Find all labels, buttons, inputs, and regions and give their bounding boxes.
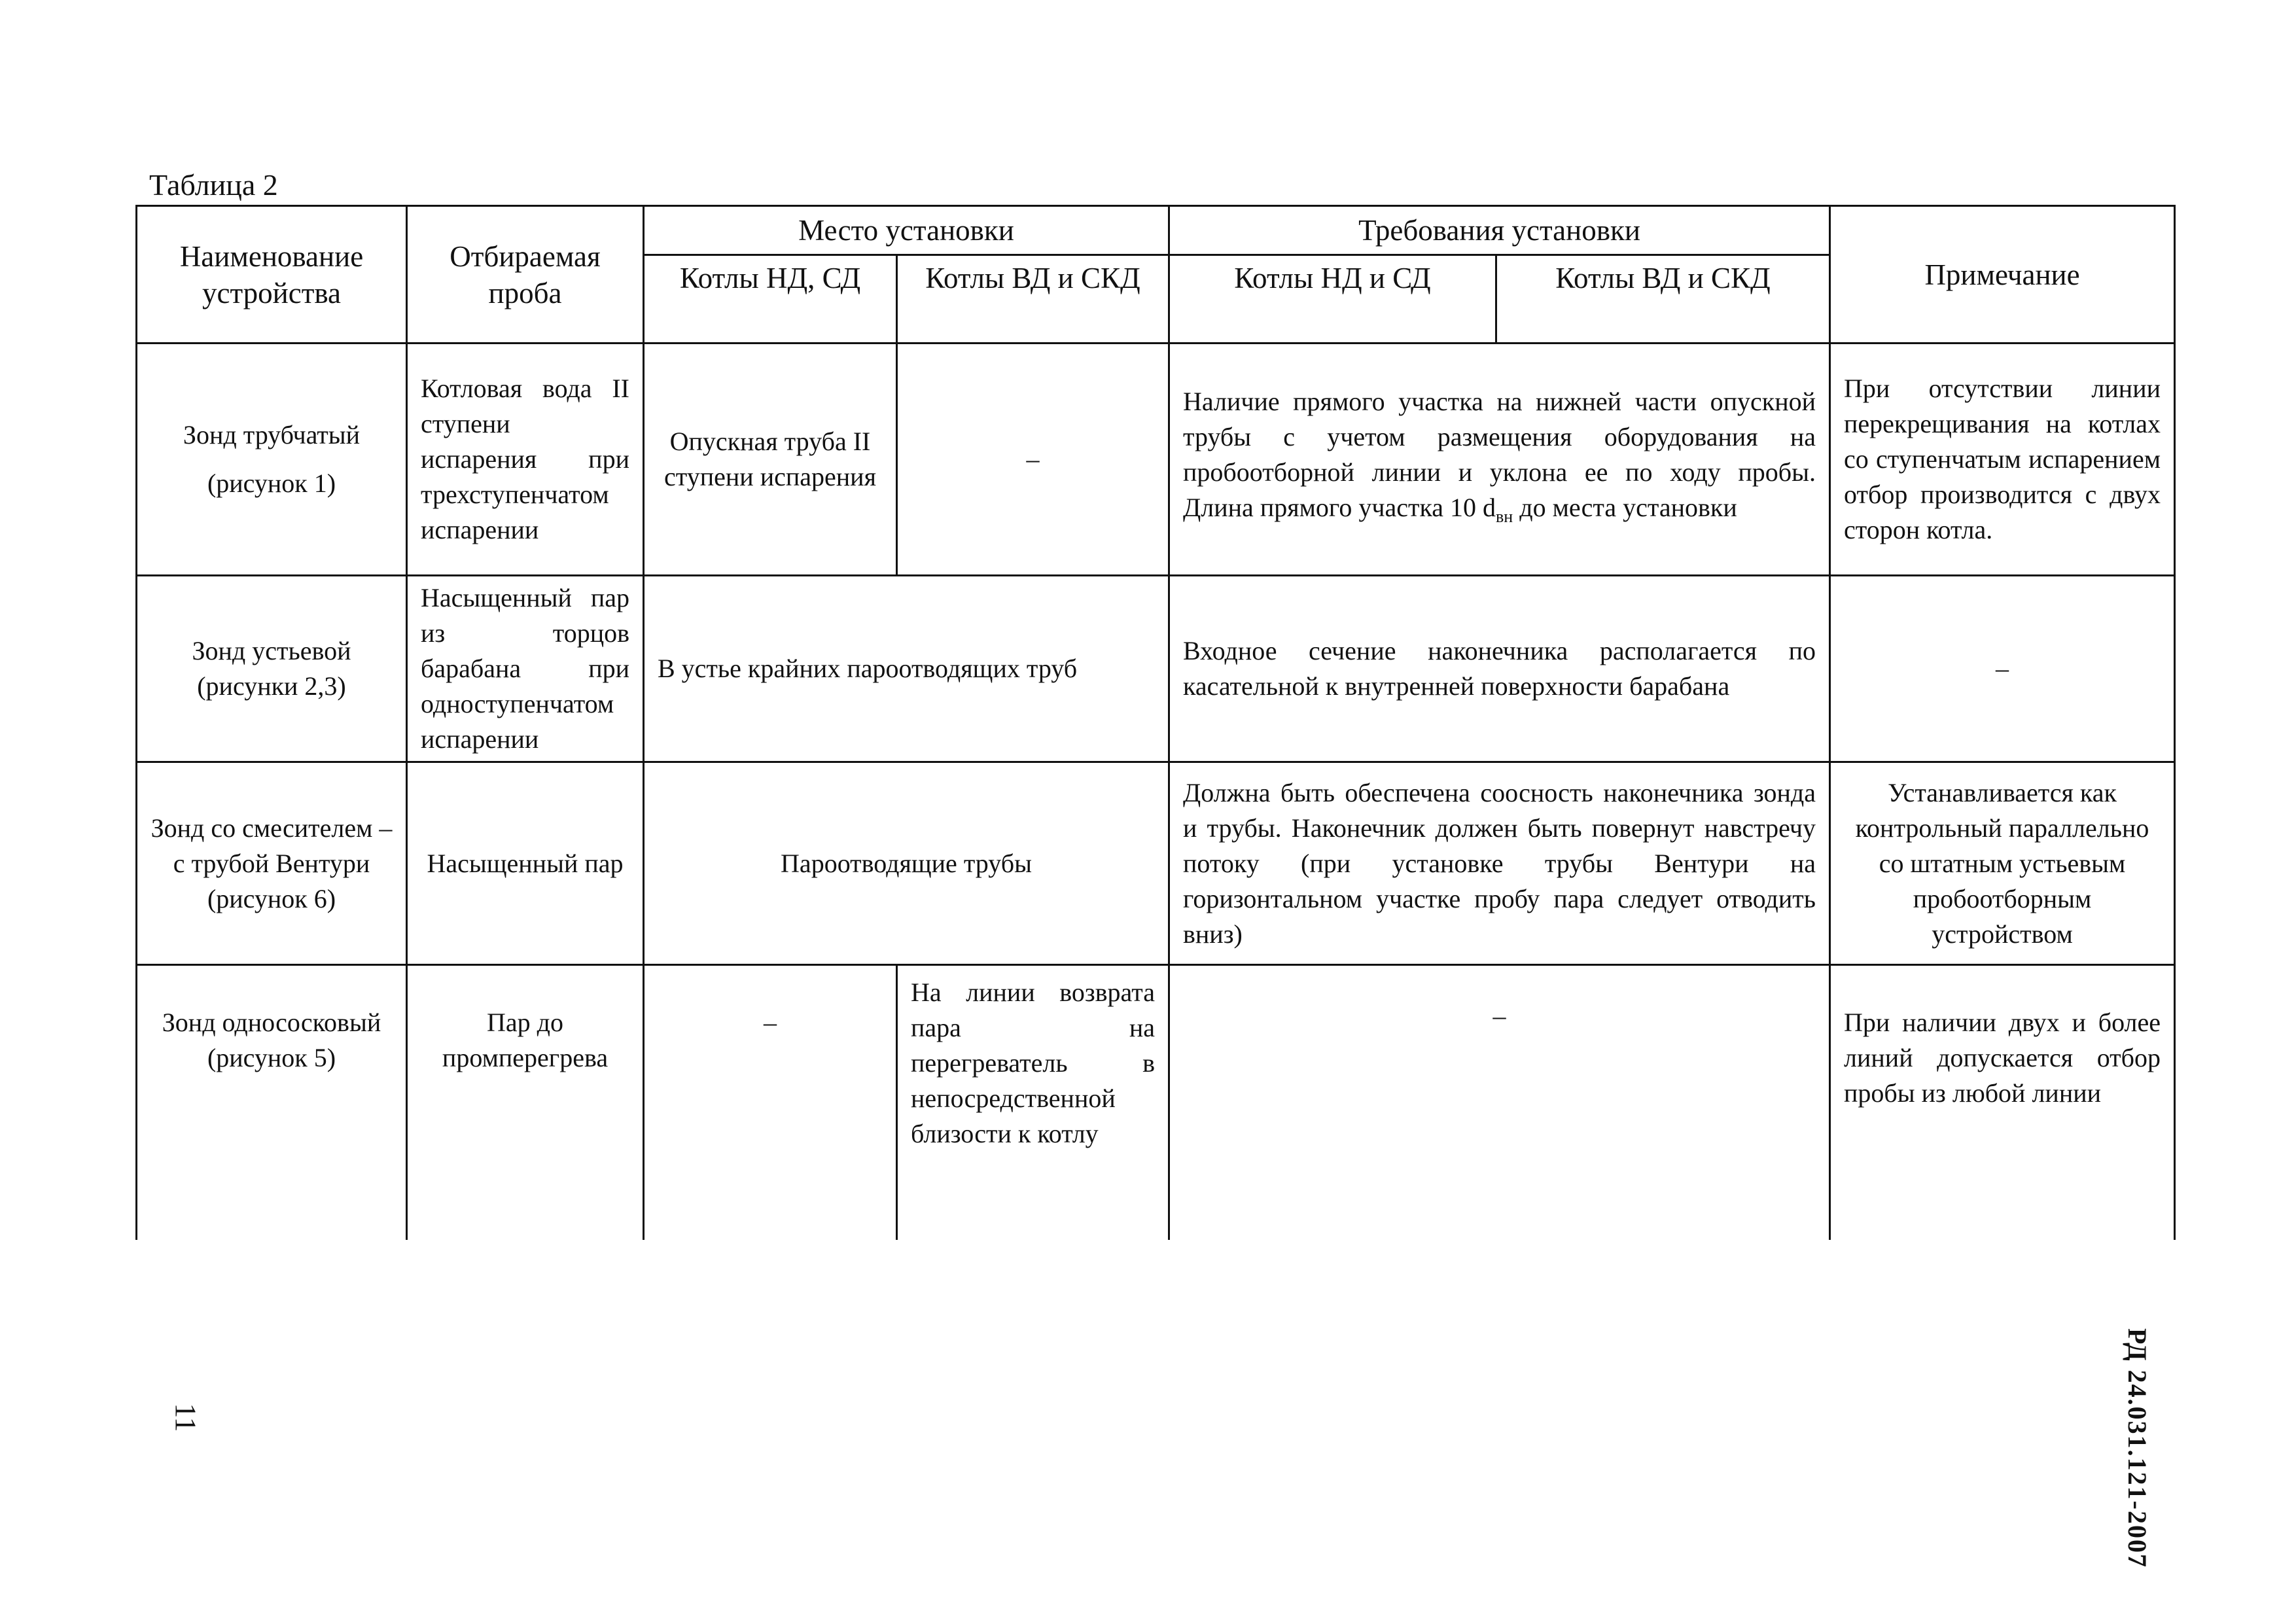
device-name: Зонд однососковый [162,1008,381,1037]
header-row-1 [137,206,2175,255]
subheader-req-vd-skd: Котлы ВД и СКД [1496,255,1830,344]
place-vd-cell: – [897,344,1169,576]
header-note: Примечание [1830,206,2175,344]
header-device-name: Наименование устройства [137,206,407,344]
page-number: 11 [169,1403,203,1432]
table-row [137,344,2175,576]
note-cell: При наличии двух и более линий допускается отбор пробы из любой линии [1830,965,2175,1240]
device-cell [137,576,407,762]
note-cell: Устанавливается как контрольный параллельно со штатным устьевым пробоотборным устройством [1830,762,2175,965]
requirements-cell: – [1169,965,1830,1240]
note-cell: – [1830,576,2175,762]
sample-cell: Насыщенный пар из торцов барабана при одноступенчатом испарении [407,576,644,762]
requirements-cell: Входное сечение наконечника располагается по касательной к внутренней поверхности барабана [1169,576,1830,762]
device-cell [137,965,407,1240]
subheader-req-nd-sd: Котлы НД и СД [1169,255,1496,344]
requirements-cell [1169,344,1830,576]
table-row [137,965,2175,1240]
place-nd-sd-cell: – [644,965,897,1240]
requirements-subscript: вн [1496,507,1513,526]
device-figure: (рисунок 6) [207,883,336,913]
sample-cell: Насыщенный пар [407,762,644,965]
document-id: РД 24.031.121-2007 [2123,1328,2152,1568]
device-figure: (рисунок 5) [207,1043,336,1072]
note-cell: При отсутствии линии перекрещивания на котлах со ступенчатым испарением отбор производится с двух сторон котла. [1830,344,2175,576]
place-nd-sd-cell: Опускная труба II ступени испарения [644,344,897,576]
device-name: Зонд устьевой [192,636,351,665]
subheader-place-vd: Котлы ВД и СКД [897,255,1169,344]
subheader-place-nd-sd: Котлы НД, СД [644,255,897,344]
place-cell: В устье крайних пароотводящих труб [644,576,1169,762]
header-install-place: Место установки [644,206,1169,255]
sample-cell: Котловая вода II ступени испарения при трехступенчатом испарении [407,344,644,576]
table-row [137,762,2175,965]
device-cell [137,344,407,576]
header-install-requirements: Требования установки [1169,206,1830,255]
requirements-cell: Должна быть обеспечена соосность наконечника зонда и трубы. Наконечник должен быть повернут навстречу потоку (при установке трубы Вентури на горизонтальном участке пробу пара следует отводить вниз) [1169,762,1830,965]
sample-cell: Пар до промперегрева [407,965,644,1240]
device-cell [137,762,407,965]
table-caption: Таблица 2 [149,168,278,202]
device-name: Зонд со смесителем – с трубой Вентури [150,813,393,878]
place-cell: Пароотводящие трубы [644,762,1169,965]
requirements-text: Наличие прямого участка на нижней части опускной трубы с учетом размещения оборудования на пробоотборной линии и уклона ее по ходу пробы. Длина прямого участка 10 d [1183,387,1816,522]
requirements-tail: до места установки [1513,493,1737,522]
device-figure: (рисунки 2,3) [197,671,346,701]
requirements-table [135,205,2176,1240]
device-figure: (рисунок 1) [207,468,336,498]
place-vd-cell: На линии возврата пара на перегреватель в непосредственной близости к котлу [897,965,1169,1240]
table-row [137,576,2175,762]
device-name: Зонд трубчатый [183,420,361,450]
header-sample: Отбираемая проба [407,206,644,344]
